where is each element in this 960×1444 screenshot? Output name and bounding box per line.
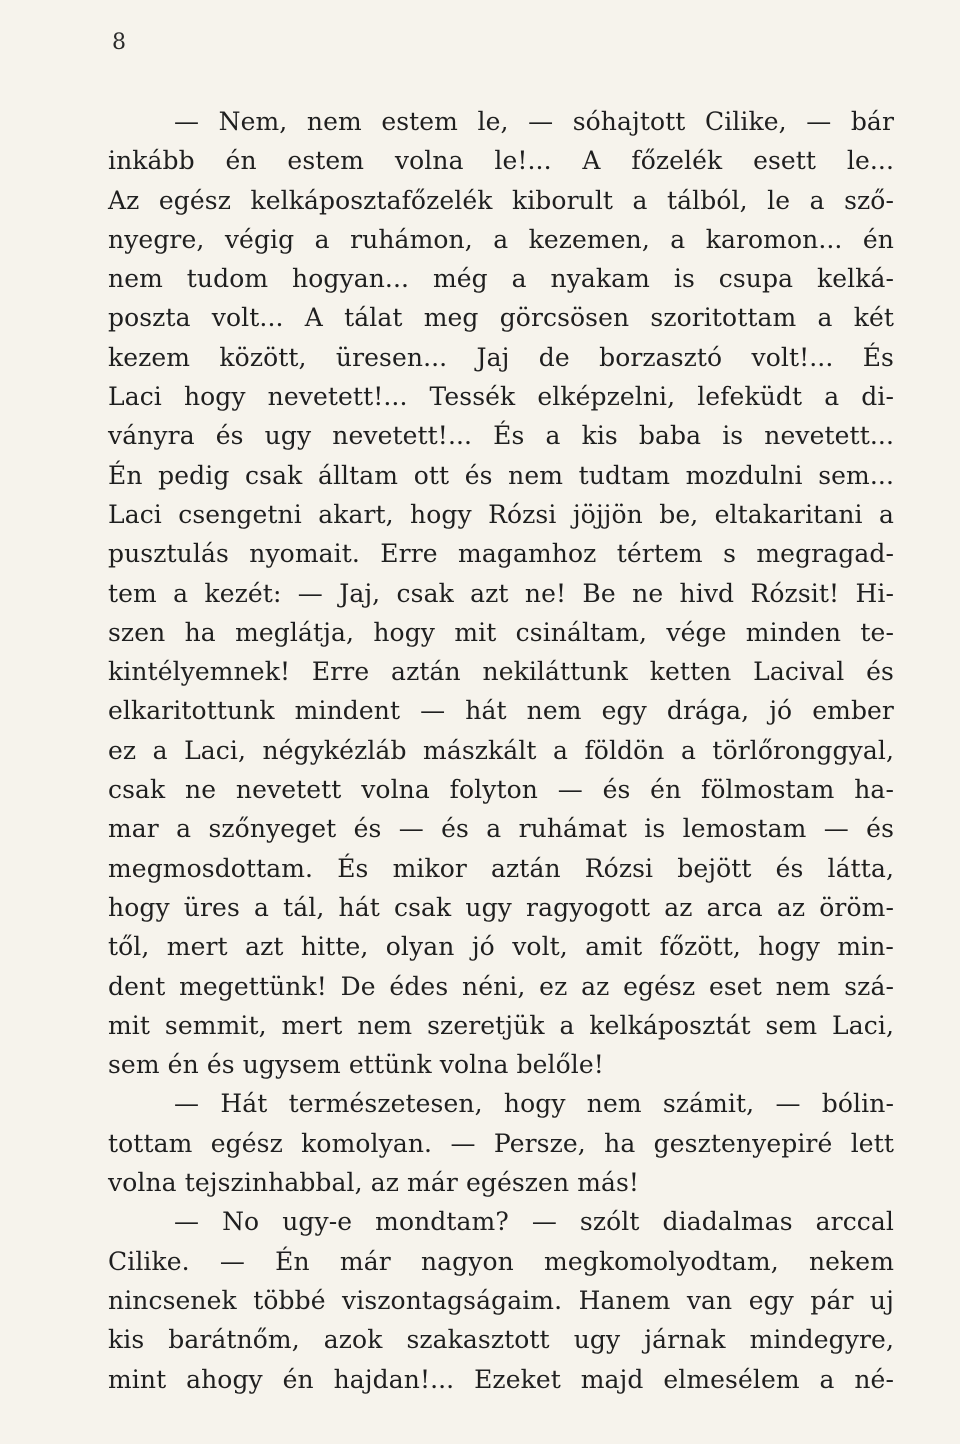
text-line: tem a kezét: — Jaj, csak azt ne! Be ne hivd Rózsit! Hi- [108,578,894,608]
text-line: kintélyemnek! Erre aztán nekiláttunk ketten Lacival és [108,657,894,687]
text-line: — No ugy-e mondtam? — szólt diadalmas arccal [174,1207,894,1237]
text-line: — Nem, nem estem le, — sóhajtott Cilike, — bár [174,107,894,136]
text-line: mint ahogy én hajdan!... Ezeket majd elmesélem a né- [108,1364,894,1394]
text-line: Az egész kelkáposztafőzelék kiborult a tálból, le a sző- [108,185,894,215]
page-number: 8 [112,30,126,55]
text-line: inkább én estem volna le!... A főzelék esett le... [108,146,894,176]
text-line: kis barátnőm, azok szakasztott ugy járnak mindegyre, [108,1325,894,1355]
text-line: nyegre, végig a ruhámon, a kezemen, a karomon... én [108,224,894,254]
text-line: ez a Laci, négykézláb mászkált a földön a törlőronggyal, [108,735,894,765]
text-line: Laci hogy nevetett!... Tessék elképzelni, lefeküdt a di- [108,382,894,412]
text-line: Én pedig csak álltam ott és nem tudtam mozdulni sem... [108,460,894,490]
text-line: csak ne nevetett volna folyton — és én fölmostam ha- [108,775,894,805]
text-line: nincsenek többé viszontagságaim. Hanem van egy pár uj [108,1285,894,1315]
text-line: sem én és ugysem ettünk volna belőle! [108,1050,604,1080]
text-line: hogy üres a tál, hát csak ugy ragyogott az arca az öröm- [108,892,894,922]
text-line: megmosdottam. És mikor aztán Rózsi bejött és látta, [108,853,894,883]
text-line: dent megettünk! De édes néni, ez az egész eset nem szá- [108,971,894,1001]
text-line: Cilike. — Én már nagyon megkomolyodtam, nekem [108,1246,894,1276]
text-line: szen ha meglátja, hogy mit csináltam, vége minden te- [108,617,894,647]
body-text [108,102,894,1399]
text-line: poszta volt... A tálat meg görcsösen szoritottam a két [108,303,894,333]
text-line: mar a szőnyeget és — és a ruhámat is lemostam — és [108,814,894,844]
text-line: nem tudom hogyan... még a nyakam is csupa kelká- [108,264,894,294]
text-line: ványra és ugy nevetett!... És a kis baba is nevetett... [108,421,894,451]
text-line: tottam egész komolyan. — Persze, ha gesztenyepiré lett [108,1128,894,1158]
text-line: től, mert azt hitte, olyan jó volt, amit főzött, hogy min- [108,932,894,962]
text-line: volna tejszinhabbal, az már egészen más! [108,1168,640,1198]
text-line: — Hát természetesen, hogy nem számit, — bólin- [174,1089,894,1119]
text-line: mit semmit, mert nem szeretjük a kelkáposztát sem Laci, [108,1010,894,1040]
text-line: pusztulás nyomait. Erre magamhoz tértem s megragad- [108,539,894,569]
text-line: kezem között, üresen... Jaj de borzasztó volt!... És [108,342,894,372]
text-line: elkaritottunk mindent — hát nem egy drága, jó ember [108,696,894,726]
text-line: Laci csengetni akart, hogy Rózsi jöjjön be, eltakaritani a [108,499,894,529]
